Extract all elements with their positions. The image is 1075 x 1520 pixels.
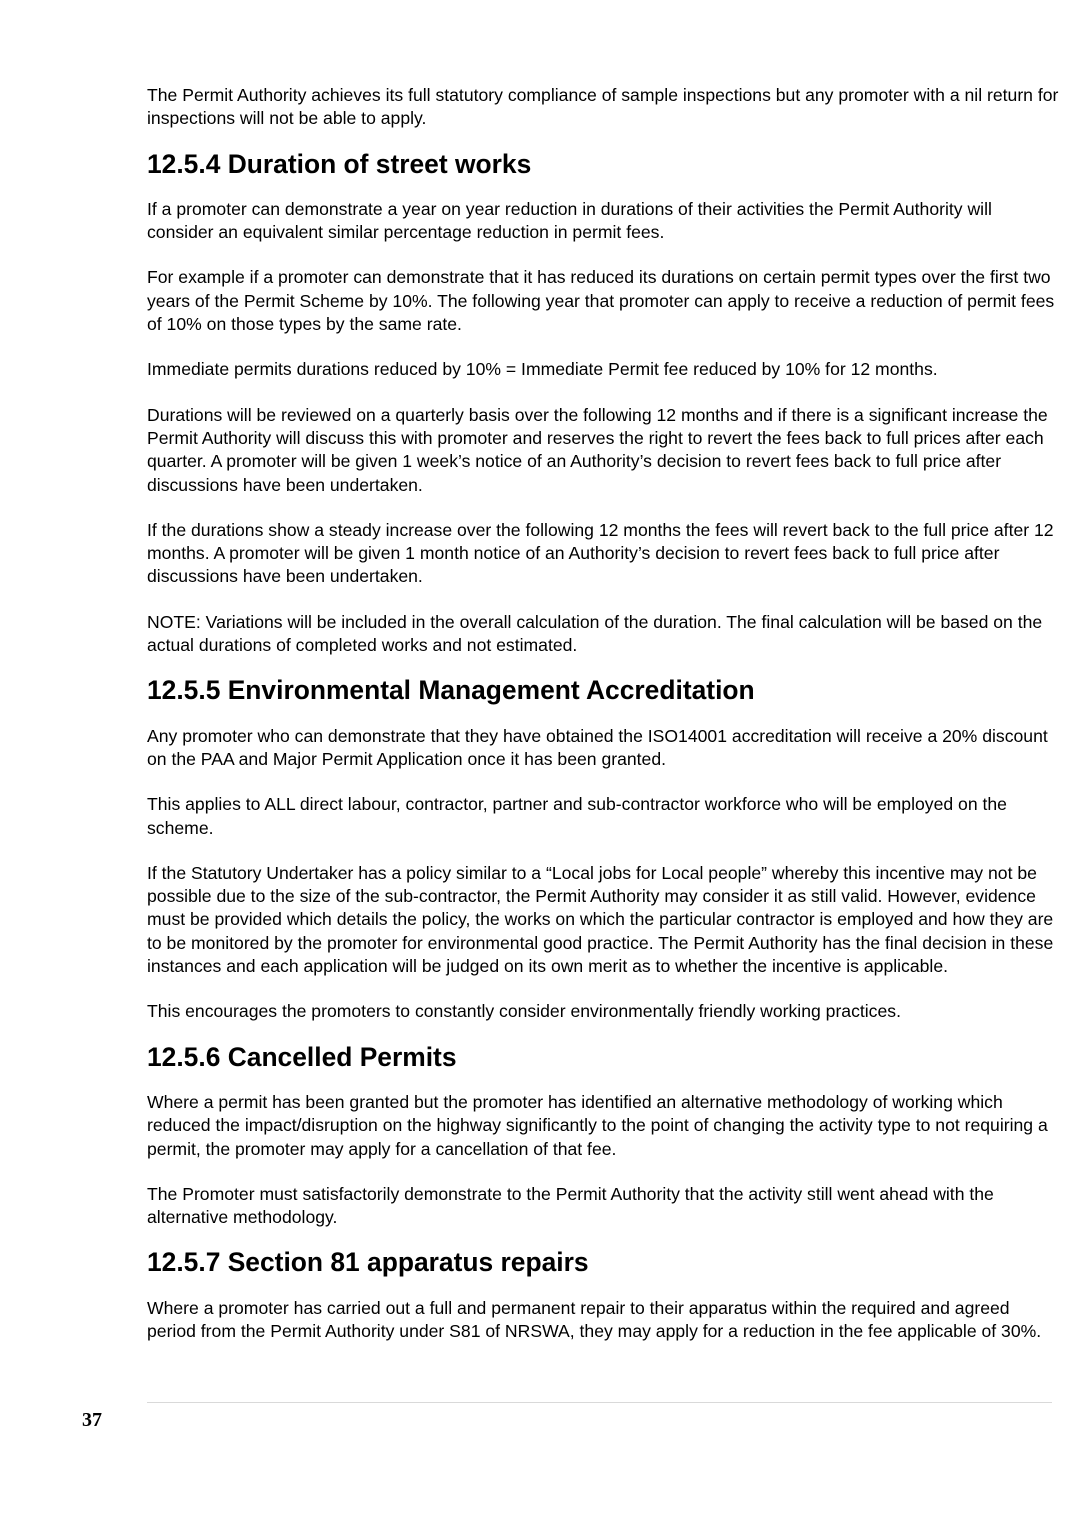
paragraph-quarterly-review: Durations will be reviewed on a quarterly basis over the following 12 months and if there is a significant increase the Permit Authority will discuss this with promoter and reserves the right to revert the fees back to full prices after each quarter. A promoter will be given 1 week’s notice of an Authority’s decision to revert fees back to full price after discussions have been undertaken. — [147, 404, 1048, 495]
section-heading-section-81-repairs: 12.5.7 Section 81 apparatus repairs — [147, 1247, 589, 1278]
paragraph-steady-increase: If the durations show a steady increase over the following 12 months the fees will revert back to the full price after 12 months. A promoter will be given 1 month notice of an Authority’s decision to revert fees back to full price after discussions have been undertaken. — [147, 519, 1054, 587]
paragraph-encourages-promoters: This encourages the promoters to constantly consider environmentally friendly working practices. — [147, 1001, 901, 1022]
paragraph-permit-compliance: The Permit Authority achieves its full statutory compliance of sample inspections but any promoter with a nil return for inspections will not be able to apply. — [147, 85, 1059, 129]
paragraph-demonstrate-activity: The Promoter must satisfactorily demonstrate to the Permit Authority that the activity still went ahead with the alternative methodology. — [147, 1183, 994, 1228]
section-heading-environmental-accreditation: 12.5.5 Environmental Management Accreditation — [147, 675, 755, 706]
paragraph-s81-reduction: Where a promoter has carried out a full and permanent repair to their apparatus within the required and agreed period from the Permit Authority under S81 of NRSWA, they may apply for a reduction in the fee applicable of 30%. — [147, 1297, 1042, 1341]
document-body — [147, 84, 1059, 1365]
section-heading-duration-of-street-works: 12.5.4 Duration of street works — [147, 148, 532, 179]
paragraph-year-on-year-reduction: If a promoter can demonstrate a year on year reduction in durations of their activities the Permit Authority will consider an equivalent similar percentage reduction in permit fees. — [147, 198, 992, 243]
paragraph-applies-to-all: This applies to ALL direct labour, contractor, partner and sub-contractor workforce who will be employed on the scheme. — [147, 794, 1007, 838]
page-number: 37 — [82, 1409, 102, 1431]
footer-divider — [147, 1402, 1052, 1403]
paragraph-iso14001-discount: Any promoter who can demonstrate that they have obtained the ISO14001 accreditation will receive a 20% discount on the PAA and Major Permit Application once it has been granted. — [147, 725, 1048, 769]
paragraph-cancellation: Where a permit has been granted but the promoter has identified an alternative methodology of working which reduced the impact/disruption on the highway significantly to the point of changing the activity type to not requiring a permit, the promoter may apply for a cancellation of that fee. — [147, 1091, 1048, 1159]
paragraph-local-jobs-policy: If the Statutory Undertaker has a policy similar to a “Local jobs for Local people” whereby this incentive may not be possible due to the size of the sub-contractor, the Permit Authority may consider it as still valid. However, evidence must be provided which details the policy, the works on which the particular contractor is employed and how they are to be monitored by the promoter for environmental good practice. The Permit Authority has the final decision in these instances and each application will be judged on its own merit as to whether the incentive is applicable. — [147, 862, 1054, 977]
section-heading-cancelled-permits: 12.5.6 Cancelled Permits — [147, 1041, 457, 1072]
paragraph-example-reduction: For example if a promoter can demonstrate that it has reduced its durations on certain permit types over the first two years of the Permit Scheme by 10%. The following year that promoter can apply to receive a reduction of permit fees of 10% on those types by the same rate. — [147, 267, 1055, 335]
paragraph-variations-note: NOTE: Variations will be included in the overall calculation of the duration. The final calculation will be based on the actual durations of completed works and not estimated. — [147, 611, 1043, 656]
paragraph-immediate-permits: Immediate permits durations reduced by 10% = Immediate Permit fee reduced by 10% for 12 months. — [147, 359, 938, 380]
